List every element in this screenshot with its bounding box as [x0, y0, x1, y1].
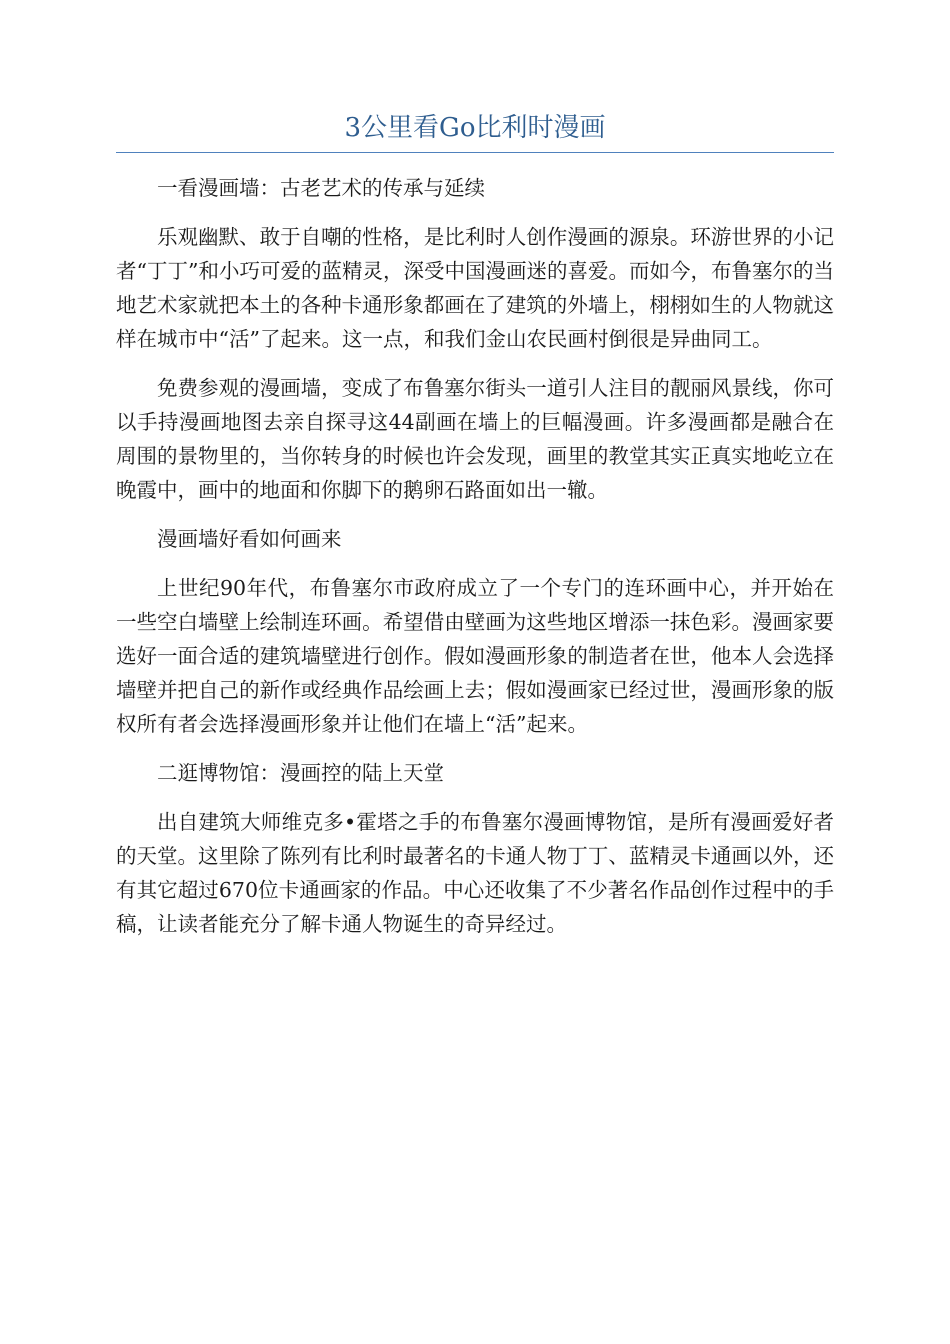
paragraph: 出自建筑大师维克多•霍塔之手的布鲁塞尔漫画博物馆，是所有漫画爱好者的天堂。这里除了陈列有比利时最著名的卡通人物丁丁、蓝精灵卡通画以外，还有其它超过670位卡通画家的作品。中心还收集了不少著名作品创作过程中的手稿，让读者能充分了解卡通人物诞生的奇异经过。 — [116, 810, 834, 936]
document-title: 3公里看Go比利时漫画 — [116, 108, 834, 153]
document-page — [116, 108, 834, 956]
paragraph: 免费参观的漫画墙，变成了布鲁塞尔街头一道引人注目的靓丽风景线，你可以手持漫画地图去亲自探寻这44副画在墙上的巨幅漫画。许多漫画都是融合在周围的景物里的，当你转身的时候也许会发现，画里的教堂其实正真实地屹立在晚霞中，画中的地面和你脚下的鹅卵石路面如出一辙。 — [116, 376, 834, 502]
document-body — [116, 171, 834, 941]
paragraph: 上世纪90年代，布鲁塞尔市政府成立了一个专门的连环画中心，并开始在一些空白墙壁上绘制连环画。希望借由壁画为这些地区增添一抹色彩。漫画家要选好一面合适的建筑墙壁进行创作。假如漫画形象的制造者在世，他本人会选择墙壁并把自己的新作或经典作品绘画上去；假如漫画家已经过世，漫画形象的版权所有者会选择漫画形象并让他们在墙上“活”起来。 — [116, 576, 834, 736]
section-heading: 二逛博物馆：漫画控的陆上天堂 — [157, 761, 444, 785]
paragraph: 乐观幽默、敢于自嘲的性格，是比利时人创作漫画的源泉。环游世界的小记者“丁丁”和小巧可爱的蓝精灵，深受中国漫画迷的喜爱。而如今，布鲁塞尔的当地艺术家就把本土的各种卡通形象都画在了建筑的外墙上，栩栩如生的人物就这样在城市中“活”了起来。这一点，和我们金山农民画村倒很是异曲同工。 — [116, 225, 834, 351]
section-heading: 一看漫画墙：古老艺术的传承与延续 — [157, 176, 485, 200]
section-heading: 漫画墙好看如何画来 — [157, 527, 342, 551]
